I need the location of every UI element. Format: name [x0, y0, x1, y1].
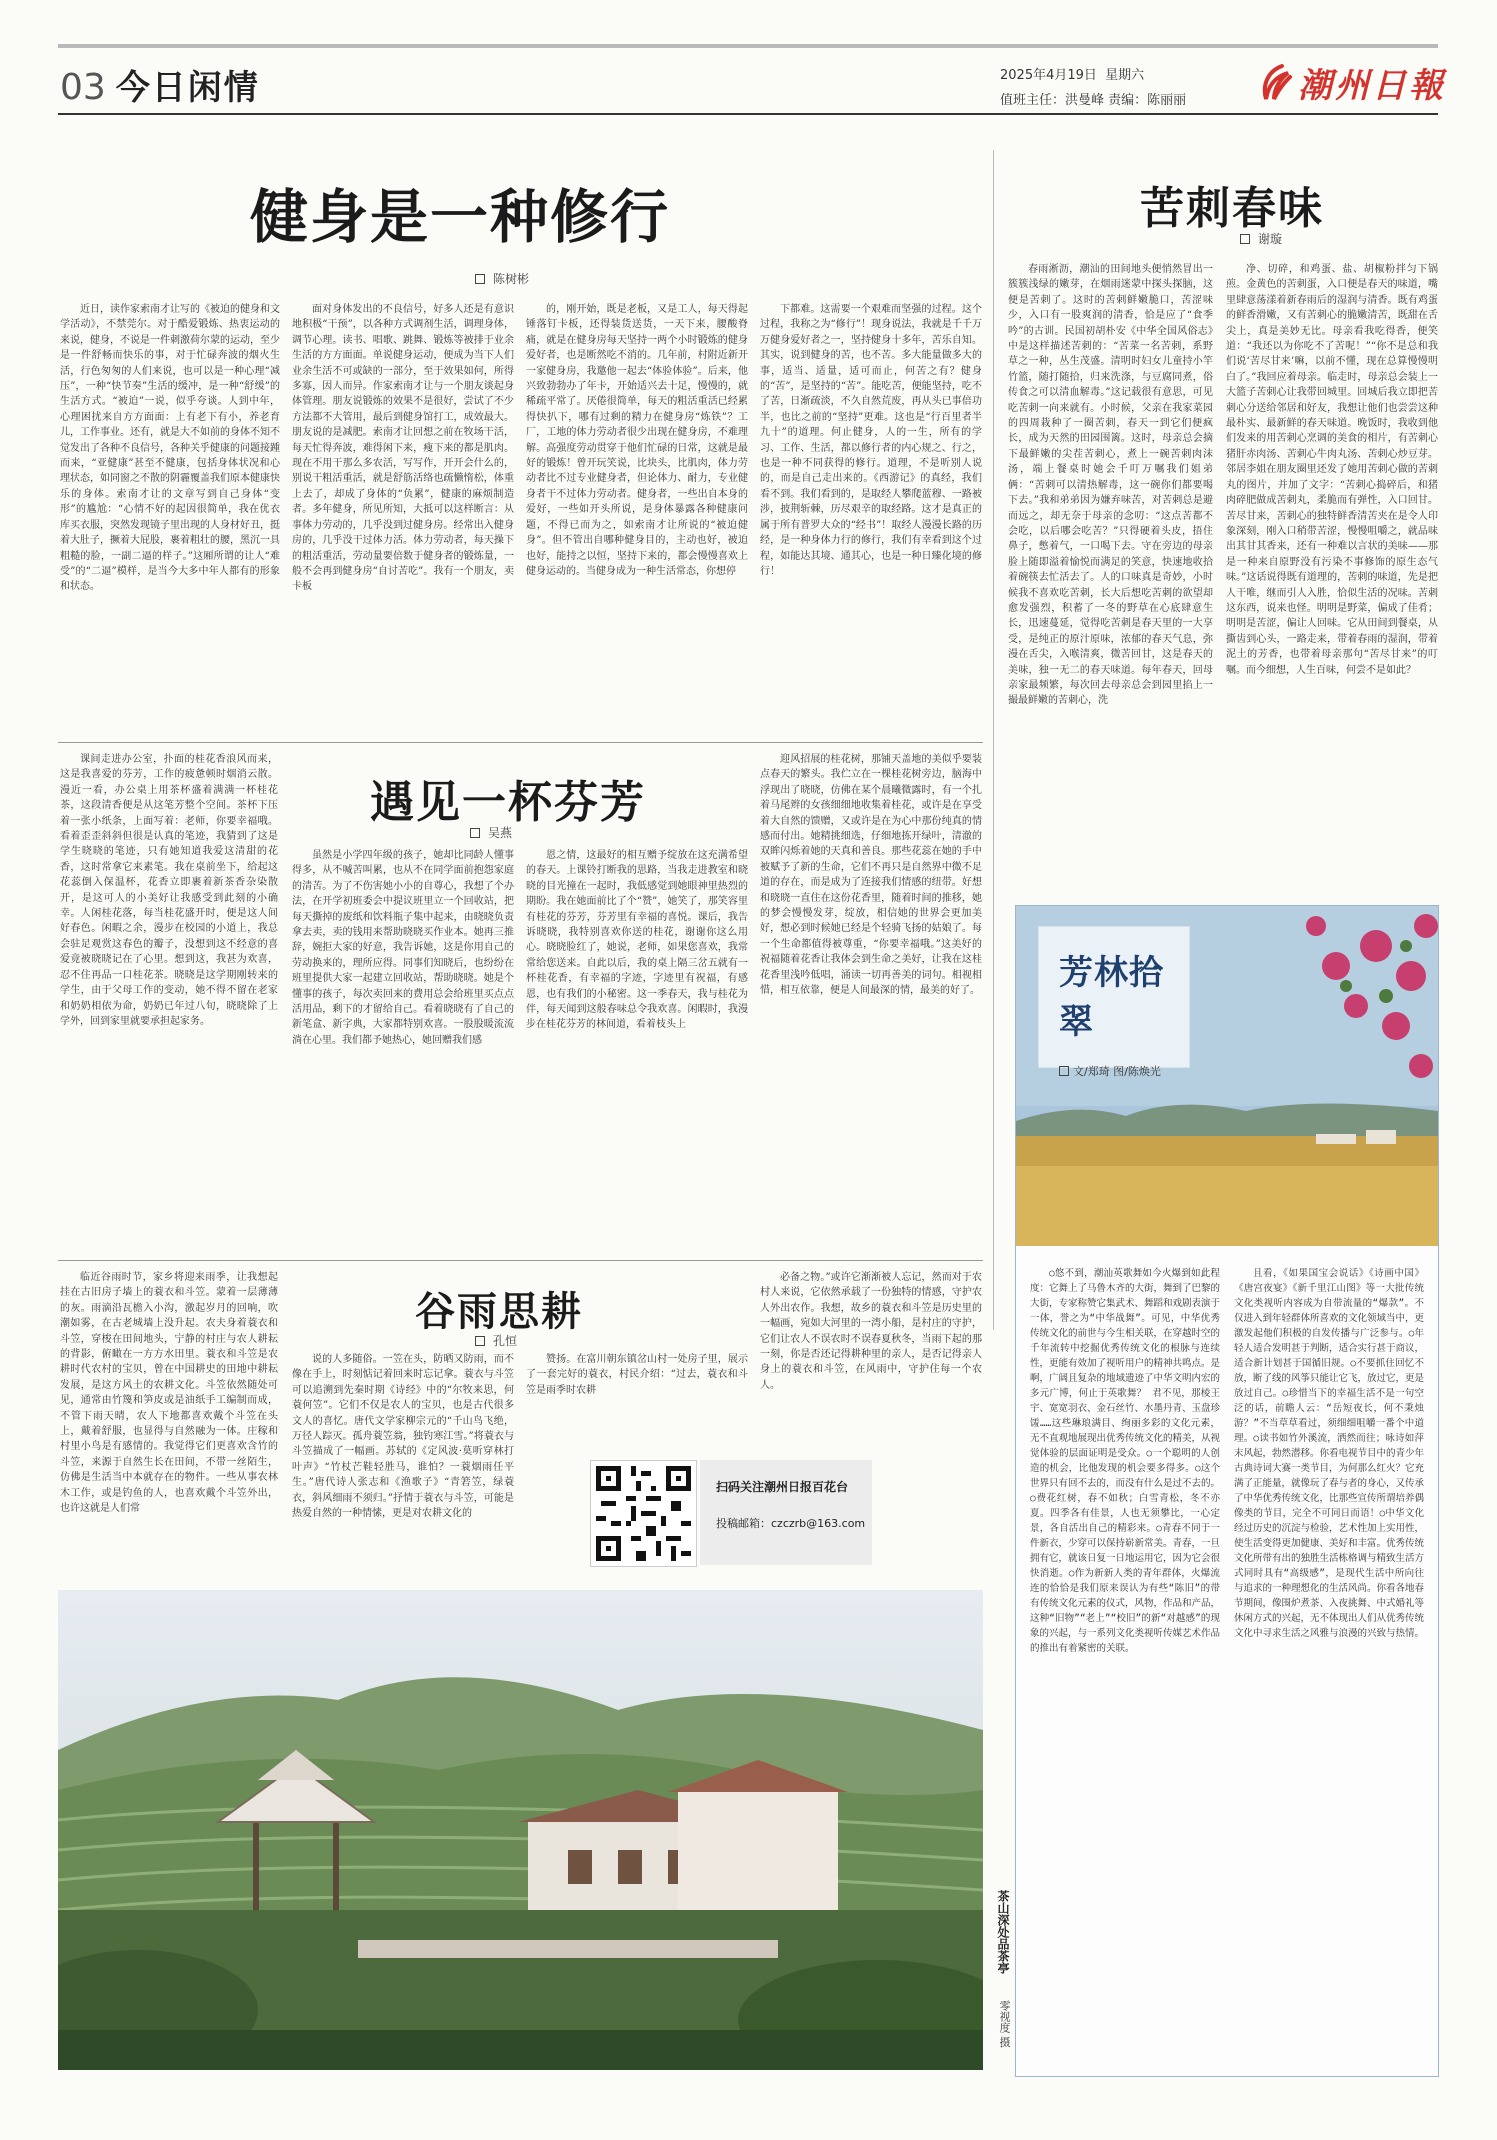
article2-column-1 [1008, 262, 1213, 842]
article1-author: 陈树彬 [493, 272, 530, 286]
feature-title-card [1038, 926, 1190, 1078]
photo-caption: 茶山深处品茶亭 [996, 1890, 1010, 1974]
contact-box [700, 1460, 872, 1565]
article1-column-2 [292, 302, 514, 732]
feature-column-2 [1234, 1266, 1424, 2056]
page-number: 03 [60, 67, 106, 108]
page-header-left [60, 60, 260, 110]
issue-weekday: 星期六 [1105, 68, 1145, 83]
photo-credit: 零视度 摄 [998, 2000, 1011, 2048]
article4-text-1: 临近谷雨时节，家乡将迎来雨季，让我想起挂在古旧房子墙上的蓑衣和斗笠。蒙着一层薄薄的灰。雨滴沿瓦檐入小沟，激起岁月的回响，吹潮如雾，在古老城墙上没升起。农夫身着蓑衣和斗笠，穿梭在田间地头，宁静的村庄与农人耕耘的背影，俯瞰在一方方水田里。蓑衣和斗笠是农耕时代农村的宝贝，曾在中国耕史的田地中耕耘发展，是这方风土的农耕文化。斗笠依然随处可见，通常由竹篾和笋皮或是油纸手工编制而成，不管下雨天晴，农人下地都喜欢戴个斗笠在头上，戴着舒服，也显得与自然融为一体。庄稼和村里小鸟是有感情的。我觉得它们更喜欢含竹的斗笠，来源于自然生长在田间，不带一丝陌生，仿佛是生活当中本就存在的物件。一些从事农林木工作，或是钓鱼的人，也喜欢戴个斗笠外出，也许这就是人们常 [60, 1272, 278, 1515]
article3-text-4: 迎风招展的桂花树，那铺天盖地的美似乎要装点春天的繁头。我伫立在一棵桂花树旁边，脑海中浮现出了晓晓，仿佛在某个晨曦微露时，有一个扎着马尾辫的女孩细细地收集着桂花，或许是在享受着大自然的馈赠，又或许是在为心中那份纯真的情感而付出。她精挑细选，仔细地拣开绿叶，清澈的双眸闪烁着她的天真和善良。那些花蕊在她的手中被赋予了新的生命，它们不再只是自然界中微不足道的存在，而是成为了连接我们情感的纽带。好想和晓晓一直住在这份花香里，随着时间的推移，她的梦会慢慢发芽，绽放，相信她的世界会更加美好，想必到时候她已经是个轻骑飞扬的姑娘了。每一个生命都值得被尊重，“你要幸福哦。”这美好的祝福随着花香让我体会到生命之美好，让我在这桂花香里浅吟低唱，涌读一切再善美的词句。相视相惜，相互依靠，便是人间最深的情，最美的好了。 [760, 754, 982, 997]
feature-title: 芳林拾翠 [1059, 953, 1164, 1042]
article4-title: 谷雨思耕 [415, 1289, 583, 1335]
article3-byline [470, 824, 512, 841]
article3-column-2 [292, 848, 514, 1248]
article3-author: 吴燕 [488, 826, 513, 840]
article1-column-4 [760, 302, 982, 732]
article4-column-3 [526, 1352, 748, 1412]
article1-text-3: 的，刚开始，既是老板，又是工人，每天得起锤落钉卡板，还得装货送货，一天下来，腰酸脊痛，就是在健身房每天坚持一两个小时锻炼的健身爱好者，也是断然吃不消的。几年前，村附近新开一家健身房，我邀他一起去“体验体验”。后来，他兴致勃勃办了年卡，开始适兴去十足，慢慢的，就稀疏平常了。厌倦很简单，每天的粗活重活已经累得快扒下，哪有过剩的精力在健身房“炼铁”？工厂，工地的体力劳动者很少出现在健身房，不难理解。高强度劳动贯穿于他们忙碌的日常，这就是最好的锻炼！曾开玩笑说，比块头，比肌肉，体力劳动者比不过专业健身者，但论体力、耐力，专业健身者干不过体力劳动者。健身者，一些出自本身的爱好，一些如开头所说，是身体暴露各种健康问题，不得已而为之，如索南才让所说的“被迫健身”。但不管出自哪种健身目的，主动也好，被迫也好，能持之以恒，坚持下来的，都会慢慢喜欢上健身运动的。当健身成为一种生活常态，你想停 [526, 304, 748, 577]
photo-tea-pavilion [58, 1590, 983, 2070]
article2-title: 苦刺春味 [1140, 183, 1324, 234]
article3-column-3 [526, 848, 748, 1248]
section-divider [58, 742, 983, 743]
qr-code-icon [591, 1461, 696, 1566]
article1-column-1 [60, 302, 280, 732]
article1-text-1: 近日，读作家索南才让写的《被迫的健身和文学活动》，不禁莞尔。对于酷爱锻炼、热衷运动的来说，健身，不说是一件刺激荷尔蒙的运动，至少是一件舒畅而快乐的事，对于忙碌奔波的烟火生活，行色匆匆的人们来说，也可以是一种心理“减压”，一种“快节奏”生活的缓冲，是一种“舒缓”的生活方式。“被迫”一说，似乎夸谈。人到中年，心理困扰来自方方面面：上有老下有小，养老育儿，工作事业。还有，就是大不如前的身体不知不觉发出了各种不良信号，各种关乎健康的问题接踵而来，“亚健康”甚至不健康，包括身体状况和心理状态，如同窗之不散的阴霾覆盖我们原本健康快乐的身体。索南才让的文章写到自己身体“变形”的尴尬：“心情不好的起因很简单，我在优衣库买衣服，突然发现镜子里出现的人身材好丑，挺着大肚子，撅着大屁股，裹着粗壮的腰，黑沉一具粗糙的脸，一副二逼的样子。”这厢所谓的让人“难受”的“二逼”模样，是当今大多中年人都有的形象和状态。 [60, 304, 280, 593]
article4-byline [475, 1332, 517, 1349]
feature-text-1: ○悠不到，潮汕英歌舞如今火爆到如此程度：它舞上了马鲁木齐的大街，舞到了巴黎的大街，专家称赞它集武术、舞蹈和戏剧表演于一体，誉之为“中华战舞”。可见，中华优秀传统文化的前世与今生相关联，在穿越时空的千年流转中挖掘优秀传统文化的根脉与连续性，更能有效加了视听用户的精神共鸣点。是啊，广阔且复杂的地域遗迹了中华文明内宏的多元广博，何止于英歌舞？ 君不见，那棱王宇、宽宽羽衣、金石丝竹、水墨丹青、玉盘珍馐……这些琳琅满目、绚丽多彩的文化元素，无不直观地展现出优秀传统文化的精美，从视觉体验的层面证明是受众。○一个聪明的人创造的机会，比他发现的机会要多得多。○这个世界只有回不去的，而没有什么是过不去的。○费花红树，春不如秋；白雪青松，冬不亦夏。四季各有佳景，人也无须攀比，一心定景，各自活出自己的精彩来。○青春不同于一件新衣，少穿可以保持崭新常美。青春，一旦拥有它，就该日复一日地运用它，因为它会很快消逝。○作为新新人类的青年群体，火爆流连的恰恰是我们原来误认为有些“陈旧”的带有传统文化元素的仪式，风物，作品和产品，这种“旧物”“老上”“校旧”的新“对越感”的现象的兴起，与一系列文化类视听传媒艺术作品的推出有着紧密的关联。 [1030, 1268, 1220, 1654]
header-top-rule [58, 44, 1438, 48]
article1-byline [475, 270, 529, 287]
qr-code[interactable] [590, 1460, 697, 1567]
article2-author: 谢璇 [1258, 232, 1283, 246]
scan-text: 扫码关注潮州日报百花台 [716, 1480, 849, 1494]
article2-column-2 [1226, 262, 1438, 842]
article1-column-3 [526, 302, 748, 732]
article2-text-1: 春雨淅沥，潮汕的田间地头便悄然冒出一簇簇浅绿的嫩芽，在烟雨迷蒙中探头探脑，这便是苦刺了。这时的苦刺鲜嫩脆口，苦涩味少，入口有一股爽润的清香，恰是应了“食季吟”的古训。民国初胡朴安《中华全国风俗志》中是这样描述苦刺的：“苦菜一名苦刺，系野草之一种，丛生茂盛。清明时妇女儿童持小竿竹篮，随打随拾，归来洗涤，与豆腐同煮，俗传食之可以清血解毒。”这记载很有意思，可见吃苦刺一向来就有。小时候，父亲在我家菜园的四周栽种了一圈苦刺，春天一到它们便疯长，成为天然的田园围篱。这时，母亲总会摘下最鲜嫩的尖茬苦刺心，煮上一碗苦刺肉沫汤，端上餐桌时她会千叮万嘱我们姐弟俩：“苦刺可以清热解毒，这一碗你们都要喝下去。”我和弟弟因为嫌弃味苦，对苦刺总是避而远之，却无奈于母亲的念叨：“这点苦都不会吃，以后哪会吃苦？”只得硬着头皮，捂住鼻子，憋着气，一口喝下去。守在旁边的母亲脸上随即溢着愉悦而满足的笑意，快速地收拾着碗筷去忙活去了。人的口味真是奇妙，小时候我不喜欢吃苦刺，长大后想吃苦刺的欲望却愈发强烈，积蓄了一冬的野草在心底肆意生长，迅速蔓延，觉得吃苦刺是春天里的一大享受，是纯正的原汁原味，浓郁的春天气息，弥漫在舌尖，入喉清爽，微苦回甘，这是春天的美味，独一无二的春天味道。每年春天，回母亲家最频繁，每次回去母亲总会到园里掐上一撮最鲜嫩的苦刺心，洗 [1008, 264, 1213, 707]
tea-pavilion-image [58, 1590, 983, 2070]
article3-text-2: 虽然是小学四年级的孩子，她却比同龄人懂事得多，从不喊苦叫累，也从不在同学面前抱怨家庭的清苦。为了不伤害她小小的自尊心，我想了个办法，在开学初班委会中提议班里立一个回收站，把每天撕掉的废纸和饮料瓶子集中起来，由晓晓负责拿去卖，卖的钱用来帮助晓晓买作业本。她再三推辞，婉拒大家的好意，我告诉她，这是你用自己的劳动换来的，理所应得。同事们知晓后，也纷纷在班里提供大家一起建立回收站，帮助晓晓。她是个懂事的孩子，每次卖回来的费用总会给班里买点点活用品，剩下的才留给自己。看着晓晓有了自己的新笔盒、新字典，大家都特别欢喜。一股股暖流流淌在心里。我们都予她热心，她回赠我们感 [292, 850, 514, 1046]
feature-column-1 [1030, 1266, 1220, 2056]
article4-text-2: 说的人多随俗。一笠在头，防晒又防雨，而不像在手上，时刻惦记着回来时忘记拿。蓑衣与斗笠可以追溯到先秦时期《诗经》中的“尔牧来思，何蓑何笠”。它们不仅是农人的宝贝，也是古代很多文人的喜忆。唐代文学家柳宗元的“千山鸟飞绝，万径人踪灭。孤舟蓑笠翁，独钓寒江雪。”将蓑衣与斗笠描成了一幅画。苏轼的《定风波·莫听穿林打叶声》“竹杖芒鞋轻胜马，谁怕？一蓑烟雨任平生。”唐代诗人张志和《渔歌子》“青箬笠，绿蓑衣，斜风细雨不须归。”抒情于蓑衣与斗笠，可能是热爱自然的一种情愫，更是对农耕文化的 [292, 1354, 514, 1520]
article1-text-4: 下都难。这需要一个艰难而坚强的过程。这个过程，我称之为“修行”！现身说法，我就是千千万万健身爱好者之一，坚持健身十多年，苦乐自知。其实，说到健身的苦，也不苦。多大能量做多大的事，适当、适量，适可而止，何苦之有？健身的“苦”，是坚持的“苦”。能吃苦，便能坚持，吃不了苦，日渐疏淡，不久自然荒废，再从头已事倍功半，也比之前的“坚持”更难。这也是“行百里者半九十”的道理。何止健身，人的一生，所有的学习、工作、生活，都以修行者的内心规之、行之，也是一种不同获得的修行。道理，不是听别人说的，而是自己走出来的。《西游记》的真经，我们看不到。我们看到的，是取经人攀爬蓝穆、一路被涉，披荆斩棘，历尽艰辛的取经路。这才是真正的属于所有普罗大众的“经书”！取经人漫漫长路的历经，是一种身体力行的修行，我们有幸看到这个过程，如能达其境、通其心，也是一种日臻化境的修行！ [760, 304, 982, 577]
feature-author-text: 文/郑琦 图/陈焕光 [1073, 1065, 1161, 1078]
email-text[interactable]: 投稿邮箱：czczrb@163.com [716, 1517, 866, 1530]
paper-name: 潮州日報 [1298, 66, 1446, 106]
feature-text-2: 且看，《如果国宝会说话》《诗画中国》《唐宫夜宴》《新千里江山图》等一大批传统文化类视听内容成为自带流量的“爆款”。不仅进入到年轻群体所喜欢的文化领域当中，更激发起他们积极的自发传播与广泛参与。○年轻人适合发明甚于判断，适合实行甚于商议，适合新计划甚于国循旧规。○不要抓住回忆不放，断了线的风筝只能让它飞，放过它，更是放过自己。○珍惜当下的幸福生活不是一句空泛的话，前瞻人云：“岳短夜长，何不秉烛游？”不当草草看过，须细细咀嚼一番个中道理。○读书如竹外溪流，洒然而往；咏诗如萍末风起，勃然潜移。你看电视节目中的青少年古典诗词大赛一类节目，为何那么红火？它充满了正能量，就像玩了春与者的身心，又传承了中华优秀传统文化，比那些宣传所谓培养偶像类的节目，完全不可同日而语！○中华文化经过历史的沉淀与检验，艺术性加上实用性，使生活变得更加健康、美好和丰富。优秀传统文化所带有出的独胜生活栋格调与精致生活方式同时具有“高级感”，是现代生活中所向往与追求的一种理想化的生活风尚。你看各地春节期间，像围炉煮茶、入夜挑舞、中式婚礼等休闲方式的兴起，无不体现出人们从优秀传统文化中寻求生活之风雅与浪漫的兴致与热情。 [1234, 1268, 1424, 1639]
header-rule [58, 113, 1438, 115]
article4-text-3: 赞扬。在富川朝东镇岔山村一处房子里，展示了一套完好的蓑衣，村民介绍：“过去，蓑衣和斗笠是雨季时农耕 [526, 1354, 748, 1396]
section-title: 今日闲情 [115, 68, 260, 108]
article3-text-1: 课间走进办公室，扑面的桂花香浪风而来，这是我喜爱的芬芳，工作的疲惫顿时烟消云散。漫近一看，办公桌上用茶杯盛着满满一杯桂花茶，这段清香便是从这笔芳整个空间。茶杯下压着一张小纸条，上面写着：老师，你要幸福哦。看着歪歪斜斜但很是认真的笔迹，我猜到了这是学生晓晓的笔迹，只有她知道我爱这清甜的花香，这时常拿它来素笔。我在桌前坐下，给起这花蕊倒入保温杯，花香立即裹着新茶香杂染散开，是这可人的小美好让我感受到此刻的小确幸。人闲桂花落，每当桂花盛开时，便是这人间好春色。闲暇之余，漫步在校园的小道上，我总会驻足观赏这春色的瓣子，没想到这不经意的喜爱竟被晓晓记在了心里。想到这，我甚为欢喜，忍不住再品一口桂花茶。晓晓是这学期刚转来的学生，由于父母工作的变动，她不得不留在老家和奶奶相依为命，奶奶已年过八旬，晓晓除了上学外，回到家里就要承担起家务。 [60, 754, 278, 1027]
issue-info [1000, 64, 1186, 108]
article2-text-2: 净、切碎，和鸡蛋、盐、胡椒粉拌匀下锅煎。金黄色的苦刺蛋，入口便是春天的味道，嘴里肆意荡漾着新春雨后的湿润与清香。既有鸡蛋的鲜香滑嫩，又有苦刺心的脆嫩清苦，既甜在舌尖上，真是美妙无比。母亲看我吃得香，便笑道：“我还以为你吃不了苦呢！”“你不是总和我们说‘苦尽甘来’嘛，以前不懂，现在总算慢慢明白了。”我回应着母亲。临走时，母亲总会装上一大篮子苦刺心让我带回城里。回城后我立即把苦刺心分送给邻居和好友，我想让他们也尝尝这种最朴实、最新鲜的春天味道。晚饭时，我收到他们发来的用苦刺心烹调的美食的相片，有苦刺心猪肝赤肉汤、苦刺心牛肉丸汤、苦刺心炒豆芽。邻居李姐在朋友圈里还发了她用苦刺心做的苦刺丸的图片，并加了文字：“苦刺心捣碎后，和猪肉碎肥做成苦刺丸，柔脆而有弹性，入口回甘。苦尽甘来，苦刺心的独特鲜香清苦夹在是令人印象深刻，刚入口稍带苦涩，慢慢咀嚼之，就品味出其甘其香来，还有一种难以言状的美味——那是一种来自原野没有污染不事修饰的原生态气味。”这话说得既有道理的，苦刺的味道，先是把人干唯，继而引人入胜，恰似生活的况味。苦刺这东西，说来也怪。明明是野菜，偏成了佳肴；明明是苦涩，偏让人回味。它从田间到餐桌，从撕齿到心头，一路走来，带着春雨的湿润，带着泥土的芳香，也带着母亲那句“苦尽甘来”的叮嘱。而今细想，人生百味，何尝不是如此？ [1226, 264, 1438, 676]
article4-author: 孔恒 [493, 1334, 518, 1348]
article1-title: 健身是一种修行 [250, 183, 671, 251]
section-divider-2 [58, 1260, 983, 1261]
article1-text-2: 面对身体发出的不良信号，好多人还是有意识地积极“干预”，以各种方式调剂生活，调理身体，调节心理。读书、唱歌、跳舞、锻炼等被排于业余生活的方方面面。单说健身运动，便成为当下人们业余生活不可或缺的一部分，至于效果如何，所得多寡，因人而异。作家索南才让与一个朋友谈起身体管理。朋友说锻炼的效果不是很好，尝试了不少方法都不大管用，最后到健身馆打工，成效最大。朋友说的是减肥。索南才让回想之前在牧场干活，每天忙得奔波，难得闲下来，瘦下来的都是肌肉。现在不用干那么多农活，写写作，开开会什么的，别说干粗活重活，就是舒筋活络也疏懒惰松，体重上去了，却成了身体的“负累”，健康的麻烦制造者。多年健身，所见所知，大抵可以这样断言：从事体力劳动的，几乎没到过健身房。经常出入健身房的，几乎没干过体力活。体力劳动者，每天操下的粗活重活，劳动量要倍数于健身者的锻炼量，一般不会再到健身房“自讨苦吃”。我有一个朋友，卖卡板 [292, 304, 514, 593]
feature-author-line [1059, 1063, 1189, 1079]
feature-box [1015, 905, 1439, 2077]
article3-column-1 [60, 752, 278, 1252]
editor-line: 值班主任：洪曼峰 责编：陈丽丽 [1000, 93, 1187, 108]
article4-text-4: 必备之物。”或许它渐渐被人忘记，然而对于农村人来说，它依然承载了一份独特的情感，守护农人外出农作。我想，故乡的蓑衣和斗笠是历史里的一幅画，宛如大河里的一湾小船，是村庄的守护，它们让农人不误农时不误春夏秋冬，当雨下起的那一刻，你是否还记得耕种里的亲人，是否记得亲人身上的蓑衣和斗笠，在风雨中，守护住每一个农人。 [760, 1272, 982, 1391]
article3-text-3: 恩之情，这最好的相互赠予绽放在这充满希望的春天。上课铃打断我的思路，当我走进教室和晓晓的目光撞在一起时，我低感觉到她眼神里热烈的期盼。我在她面前比了个“赞”，她笑了，那笑容里有桂花的芬芳，芬芳里有幸福的喜悦。课后，我告诉晓晓，我特别喜欢你送的桂花，谢谢你这么用心。晓晓脸红了，她说，老师，如果您喜欢，我常常给您送来。自此以后，我的桌上隔三岔五就有一杯桂花香，有幸福的字迹，字迹里有祝福，有感恩，也有我们的小秘密。这一季春天，我与桂花为伴，每天闻到这般春味总令我欢喜。闲暇时，我漫步在桂花芬芳的林间道，看着枝头上 [526, 850, 748, 1031]
issue-date: 2025年4月19日 [1000, 68, 1097, 83]
article3-column-4 [760, 752, 982, 1248]
paper-logo-icon [1258, 63, 1292, 103]
masthead [1258, 58, 1446, 107]
article2-byline [1240, 230, 1282, 247]
article3-title: 遇见一杯芬芳 [370, 777, 646, 828]
article4-column-4 [760, 1270, 982, 1450]
column-divider [993, 150, 994, 1330]
